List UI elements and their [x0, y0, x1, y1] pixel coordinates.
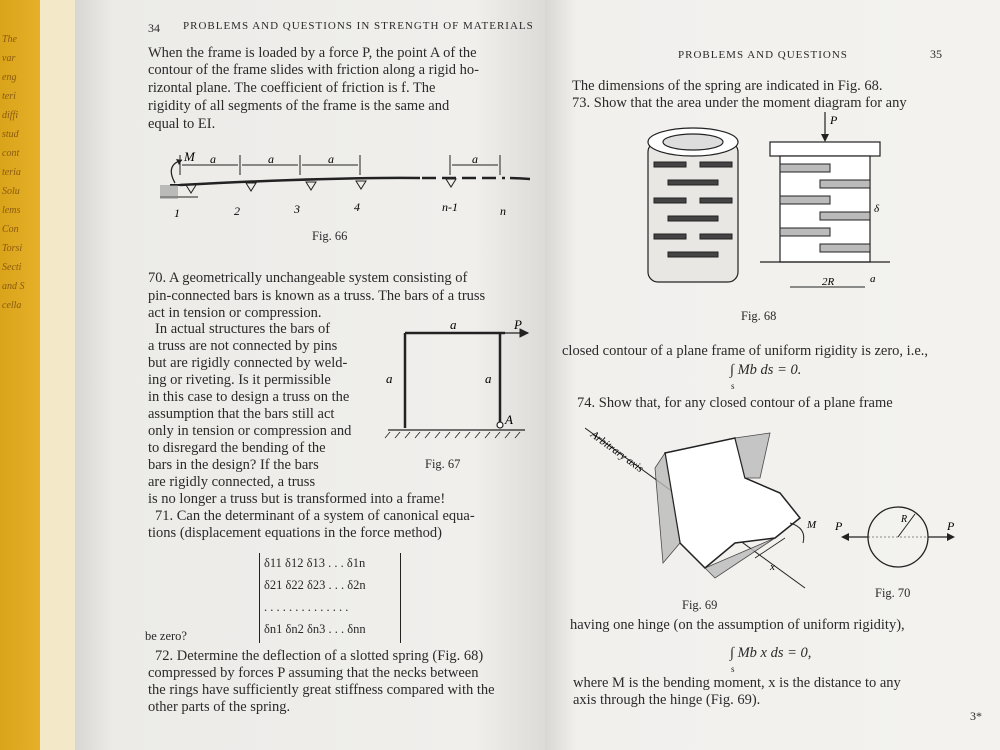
background-book-fragment: cont [2, 148, 20, 159]
fig66-node-3: 3 [294, 202, 300, 216]
fig66-span-label-2: a [268, 152, 274, 166]
be-zero-text: be zero? [145, 629, 187, 643]
problem70-body-2: a truss are not connected by pins [148, 338, 338, 354]
intro-line-3: rizontal plane. The coefficient of friction is f. The [148, 80, 436, 96]
fig66-span-label-3: a [328, 152, 334, 166]
problem70-line-1: 70. A geometrically unchangeable system consisting of [148, 270, 468, 286]
problem70-body-8: to disregard the bending of the [148, 440, 326, 456]
equation-1-subscript: s [731, 381, 735, 391]
problem70-body-1: In actual structures the bars of [155, 321, 331, 337]
fig66-node-n: n [500, 204, 506, 218]
background-book-fragment: eng [2, 72, 17, 83]
fig66-span-label-4: a [472, 152, 478, 166]
problem71-line-2: tions (displacement equations in the force method) [148, 525, 442, 541]
background-book-fragment: stud [2, 129, 19, 140]
problem72-line-3: the rings have sufficiently great stiffness compared with the [148, 682, 495, 698]
fig70-right-force: P [947, 519, 955, 533]
intro-line-5: equal to EI. [148, 116, 216, 132]
fig67-left-label: a [386, 371, 393, 386]
intro-line-1: When the frame is loaded by a force P, the point A of the [148, 45, 477, 61]
problem70-line-2: pin-connected bars is known as a truss. The bars of a truss [148, 288, 486, 304]
fig67-caption: Fig. 67 [425, 457, 461, 471]
signature-mark: 3* [970, 709, 982, 723]
equation-2-subscript: s [731, 664, 735, 674]
equation-1: ∫ Mb ds = 0. [730, 362, 802, 378]
background-book-fragment: and S [2, 281, 25, 292]
equation-2: ∫ Mb x ds = 0, [730, 645, 812, 661]
fig66-node-4: 4 [354, 200, 360, 214]
fig68-force-label: P [830, 113, 838, 127]
right-line-1: The dimensions of the spring are indicated in Fig. 68. [572, 78, 883, 94]
fig67-point-label: A [505, 412, 513, 427]
problem70-body-6: assumption that the bars still act [148, 406, 335, 422]
fig66-span-label-1: a [210, 152, 216, 166]
background-book-fragment: cella [2, 300, 22, 311]
problem70-line-3: act in tension or compression. [148, 305, 322, 321]
right-page [545, 0, 1000, 750]
background-book-fragment: teri [2, 91, 16, 102]
fig69-x-label: x [770, 561, 775, 573]
fig68-dim-2R: 2R [822, 276, 835, 288]
problem70-body-7: only in tension or compression and [148, 423, 352, 439]
fig69-closed-contour [585, 418, 825, 593]
fig67-top-label: a [450, 318, 457, 332]
running-header-left: PROBLEMS AND QUESTIONS IN STRENGTH OF MATERIALS [183, 20, 534, 32]
intro-line-4: rigidity of all segments of the frame is the same and [148, 98, 450, 114]
background-book-fragments [2, 30, 48, 315]
problem71-line-1: 71. Can the determinant of a system of canonical equa- [155, 508, 475, 524]
fig68-slotted-spring [640, 112, 890, 302]
fig69-moment-label: M [807, 519, 817, 531]
fig66-node-1: 1 [174, 206, 180, 220]
background-book-fragment: Torsi [2, 243, 23, 254]
matrix-row-1: δ11 δ12 δ13 . . . δ1n [264, 556, 366, 570]
fig69-caption: Fig. 69 [682, 598, 718, 612]
fig70-radius-label: R [901, 514, 908, 525]
background-book-fragment: var [2, 53, 16, 64]
right-line-2: 73. Show that the area under the moment diagram for any [572, 95, 907, 111]
fig67-frame-diagram [380, 318, 530, 448]
page-number-right: 35 [930, 47, 942, 61]
background-book-fragment: lems [2, 205, 21, 216]
problem70-body-3: but are rigidly connected by weld- [148, 355, 348, 371]
fig67-right-label: a [485, 371, 492, 386]
page-number-left: 34 [148, 21, 160, 35]
fig70-caption: Fig. 70 [875, 586, 911, 600]
problem70-body-9: bars in the design? If the bars [148, 457, 319, 473]
fig70-left-force: P [835, 519, 843, 533]
matrix-row-3: . . . . . . . . . . . . . . [264, 600, 349, 614]
fig68-dim-a: a [870, 273, 876, 285]
determinant-matrix [259, 553, 401, 643]
fig70-ring [835, 500, 965, 580]
fig69-axis-label: Arbitrary axis [588, 428, 646, 475]
problem70-body-4: ing or riveting. Is it permissible [148, 372, 331, 388]
problem70-body-10: are rigidly connected, a truss [148, 474, 316, 490]
background-book-fragment: Secti [2, 262, 22, 273]
intro-line-2: contour of the frame slides with friction along a rigid ho- [148, 62, 479, 78]
fig66-moment-label: M [184, 149, 195, 164]
fig66-caption: Fig. 66 [312, 229, 348, 243]
fig66-node-n-1: n-1 [442, 200, 458, 214]
problem70-body-11: is no longer a truss but is transformed into a frame! [148, 491, 446, 507]
fig66-node-2: 2 [234, 204, 240, 218]
matrix-row-4: δn1 δn2 δn3 . . . δnn [264, 622, 366, 636]
hinge-line: having one hinge (on the assumption of uniform rigidity), [570, 617, 905, 633]
where-line-1: where M is the bending moment, x is the distance to any [573, 675, 901, 691]
problem74-line: 74. Show that, for any closed contour of a plane frame [577, 395, 893, 411]
background-book-fragment: teria [2, 167, 21, 178]
problem72-line-4: other parts of the spring. [148, 699, 291, 715]
problem72-line-2: compressed by forces P assuming that the necks between [148, 665, 479, 681]
problem70-body-5: in this case to design a truss on the [148, 389, 350, 405]
fig68-dim-delta: δ [874, 203, 880, 215]
matrix-row-2: δ21 δ22 δ23 . . . δ2n [264, 578, 366, 592]
background-book-fragment: Con [2, 224, 19, 235]
fig68-caption: Fig. 68 [741, 309, 777, 323]
background-book-fragment: Solu [2, 186, 20, 197]
fig66-beam-diagram [160, 145, 530, 225]
background-book-fragment: diffi [2, 110, 19, 121]
where-line-2: axis through the hinge (Fig. 69). [573, 692, 761, 708]
closed-contour-line: closed contour of a plane frame of uniform rigidity is zero, i.e., [562, 343, 929, 359]
running-header-right: PROBLEMS AND QUESTIONS [678, 49, 848, 61]
left-page [75, 0, 545, 750]
background-book-fragment: The [2, 34, 17, 45]
problem72-line-1: 72. Determine the deflection of a slotted spring (Fig. 68) [155, 648, 484, 664]
fig67-force-label: P [514, 318, 522, 332]
